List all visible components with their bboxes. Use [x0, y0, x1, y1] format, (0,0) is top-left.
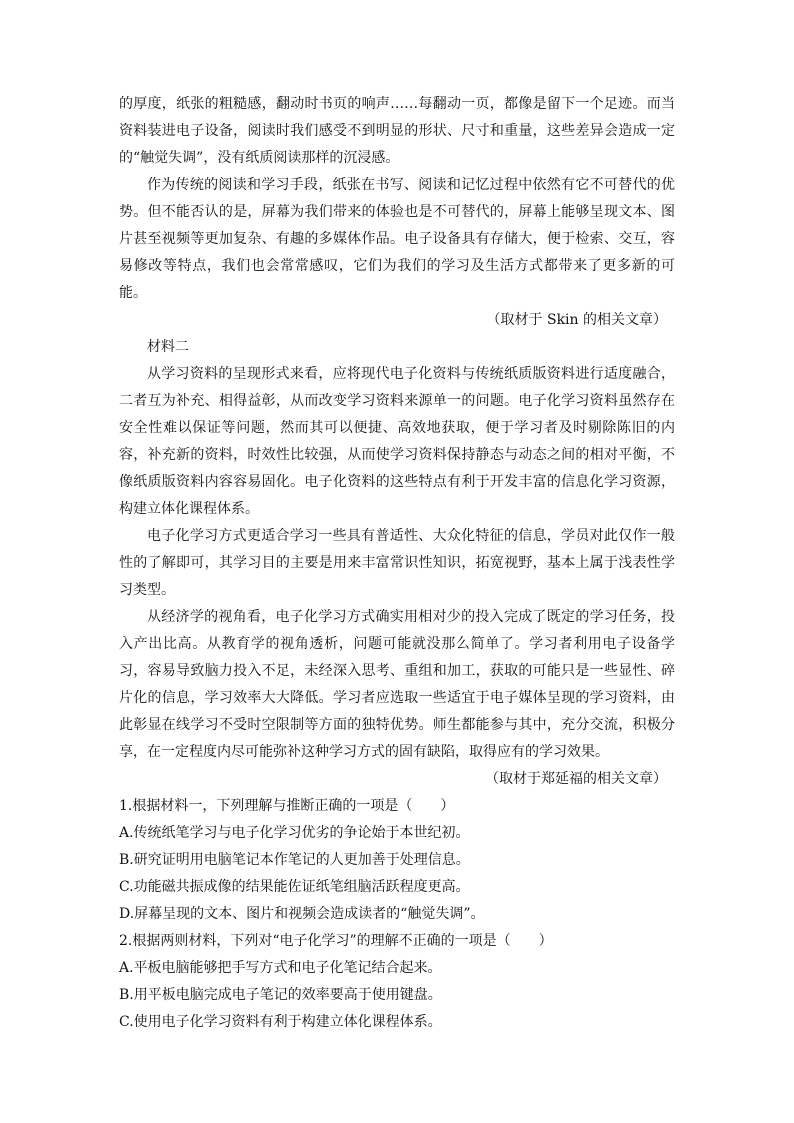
question-stem: 1.根据材料一，下列理解与推断正确的一项是（ ） — [119, 798, 455, 814]
material-one-paragraph: 的厚度，纸张的粗糙感，翻动时书页的响声……每翻动一页，都像是留下一个足迹。而当资料装进电子设备，阅读时我们感受不到明显的形状、尺寸和重量，这些差异会造成一定的“触觉失调”，没有纸质阅读那样的沉浸感。 — [119, 96, 675, 166]
answer-option-c: C.功能磁共振成像的结果能佐证纸笔组脑活跃程度更高。 — [119, 879, 470, 895]
question-2 — [119, 928, 675, 1036]
question-stem: 2.根据两则材料，下列对“电子化学习”的理解不正确的一项是（ ） — [119, 933, 553, 949]
document-content — [119, 91, 675, 1036]
material-one-section — [119, 91, 675, 334]
material-two-source: （取材于郑延福的相关文章） — [485, 771, 667, 787]
material-one-paragraph: 作为传统的阅读和学习手段，纸张在书写、阅读和记忆过程中依然有它不可替代的优势。但不能否认的是，屏幕为我们带来的体验也是不可替代的，屏幕上能够呈现文本、图片甚至视频等更加复杂、有趣的多媒体作品。电子设备具有存储大，便于检索、交互，容易修改等特点，我们也会常常感叹，它们为我们的学习及生活方式都带来了更多新的可能。 — [119, 177, 675, 301]
question-1 — [119, 793, 675, 928]
answer-option-b: B.用平板电脑完成电子笔记的效率要高于使用键盘。 — [119, 987, 442, 1003]
material-two-paragraph: 从学习资料的呈现形式来看，应将现代电子化资料与传统纸质版资料进行适度融合，二者互为补充、相得益彰，从而改变学习资料来源单一的问题。电子化学习资料虽然存在安全性难以保证等问题，然而其可以便捷、高效地获取，便于学习者及时剔除陈旧的内容，补充新的资料，时效性比较强，从而使学习资料保持静态与动态之间的相对平衡，不像纸质版资料内容容易固化。电子化资料的这些特点有利于开发丰富的信息化学习资源，构建立体化课程体系。 — [119, 366, 675, 517]
material-two-paragraph: 电子化学习方式更适合学习一些具有普适性、大众化特征的信息，学员对此仅作一般性的了解即可，其学习目的主要是用来丰富常识性知识，拓宽视野，基本上属于浅表性学习类型。 — [119, 528, 675, 598]
answer-option-a: A.传统纸笔学习与电子化学习优劣的争论始于本世纪初。 — [119, 825, 470, 841]
material-two-heading: 材料二 — [147, 339, 189, 355]
material-two-section — [119, 334, 675, 793]
answer-option-b: B.研究证明用电脑笔记本作笔记的人更加善于处理信息。 — [119, 852, 470, 868]
answer-option-a: A.平板电脑能够把手写方式和电子化笔记结合起来。 — [119, 960, 442, 976]
answer-option-c: C.使用电子化学习资料有利于构建立体化课程体系。 — [119, 1014, 442, 1030]
material-one-source: （取材于 Skin 的相关文章） — [486, 312, 667, 328]
answer-option-d: D.屏幕呈现的文本、图片和视频会造成读者的“触觉失调”。 — [119, 906, 485, 922]
material-two-paragraph: 从经济学的视角看，电子化学习方式确实用相对少的投入完成了既定的学习任务，投入产出比高。从教育学的视角透析，问题可能就没那么简单了。学习者利用电子设备学习，容易导致脑力投入不足，未经深入思考、重组和加工，获取的可能只是一些显性、碎片化的信息，学习效率大大降低。学习者应选取一些适宜于电子媒体呈现的学习资料，由此彰显在线学习不受时空限制等方面的独特优势。师生都能参与其中，充分交流，积极分享，在一定程度内尽可能弥补这种学习方式的固有缺陷，取得应有的学习效果。 — [119, 609, 675, 760]
